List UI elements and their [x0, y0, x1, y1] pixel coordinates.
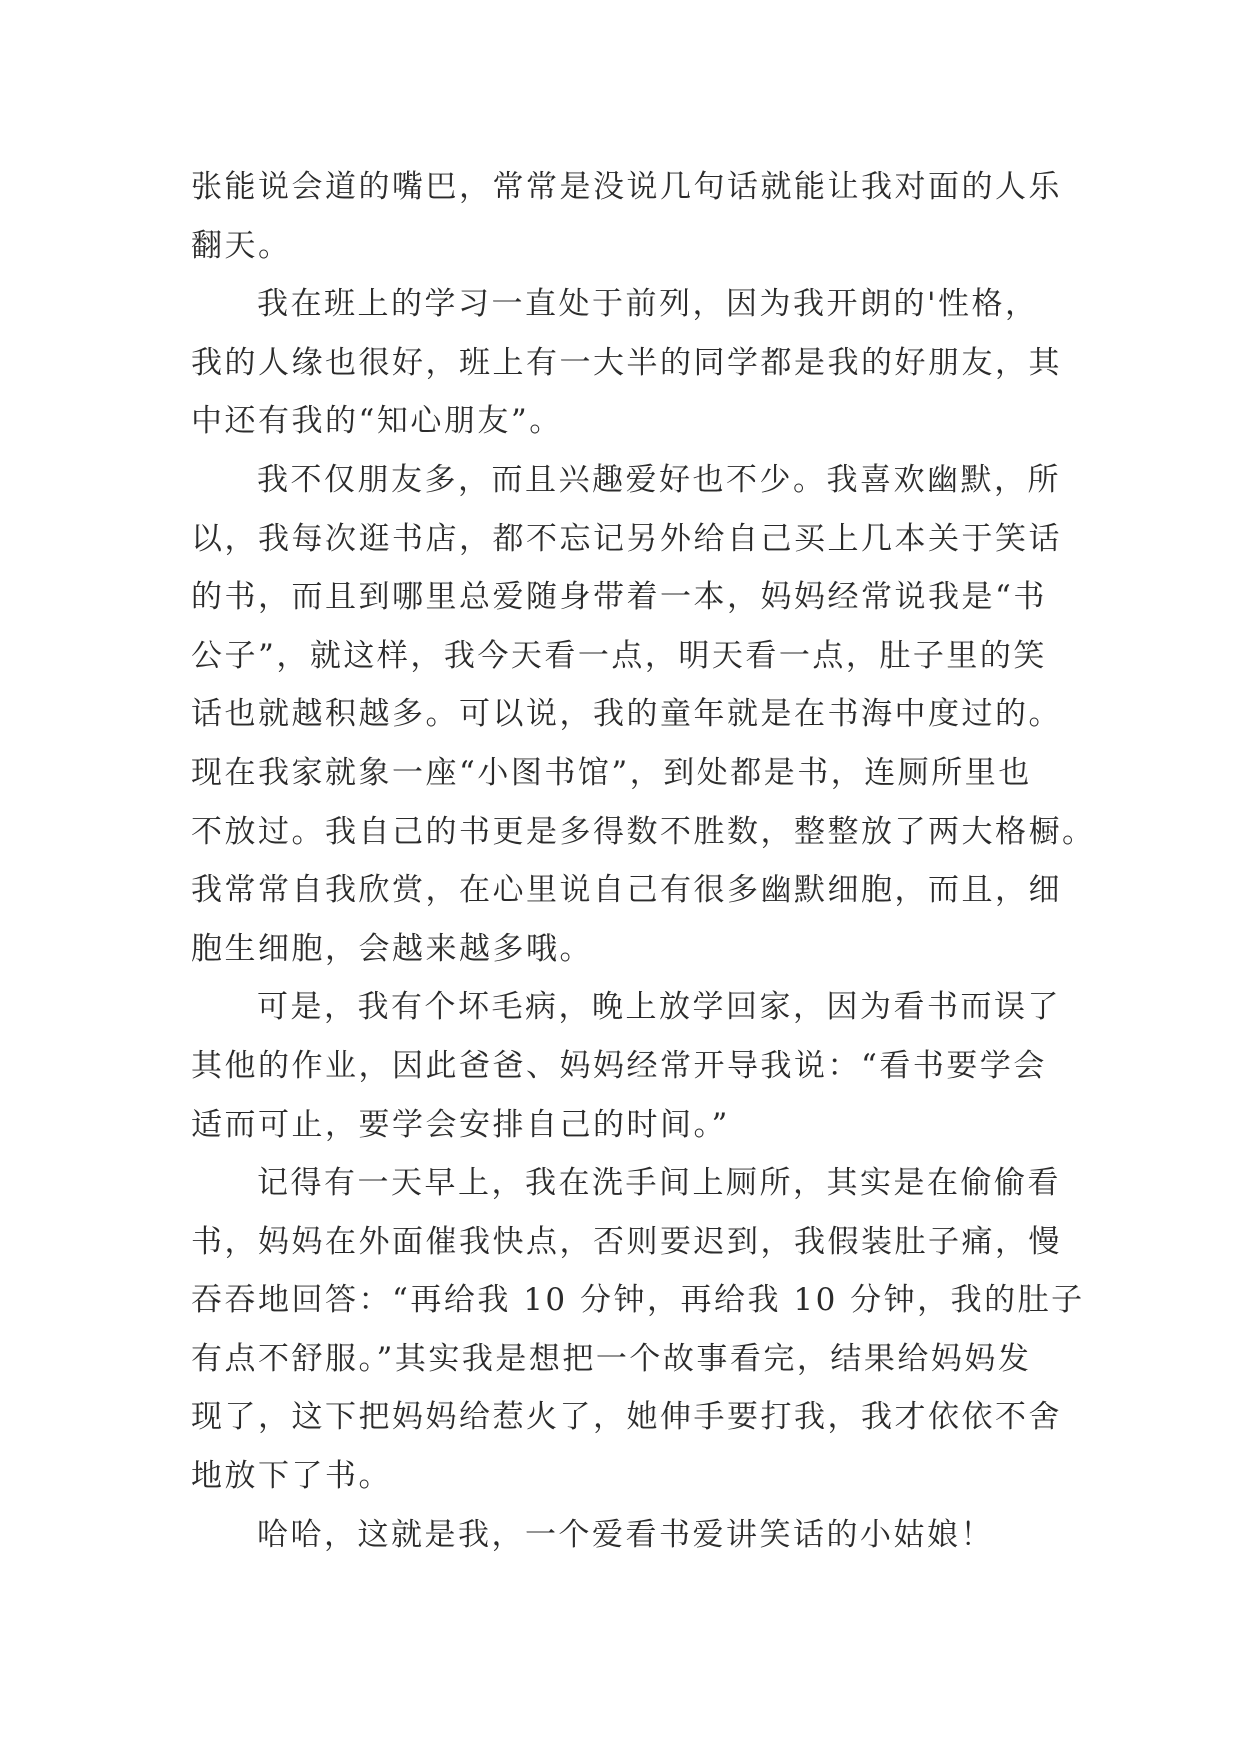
text-line: 地放下了书。 — [191, 1458, 392, 1495]
paragraph-start-line: 哈哈，这就是我，一个爱看书爱讲笑话的小姑娘！ — [257, 1516, 994, 1553]
text-line: 我常常自我欣赏，在心里说自己有很多幽默细胞，而且，细 — [191, 872, 1062, 909]
text-line: 我的人缘也很好，班上有一大半的同学都是我的好朋友，其 — [191, 344, 1062, 381]
paragraph-start-line: 我不仅朋友多，而且兴趣爱好也不少。我喜欢幽默，所 — [257, 461, 1061, 498]
text-line: 胞生细胞，会越来越多哦。 — [191, 930, 593, 967]
text-line: 有点不舒服。”其实我是想把一个故事看完，结果给妈妈发 — [191, 1340, 1032, 1377]
text-line: 话也就越积越多。可以说，我的童年就是在书海中度过的。 — [191, 696, 1062, 733]
text-line: 现了，这下把妈妈给惹火了，她伸手要打我，我才依依不舍 — [191, 1399, 1062, 1436]
text-line: 其他的作业，因此爸爸、妈妈经常开导我说：“看书要学会 — [191, 1047, 1047, 1084]
text-line: 不放过。我自己的书更是多得数不胜数，整整放了两大格橱。 — [191, 813, 1096, 850]
text-line: 适而可止，要学会安排自己的时间。” — [191, 1106, 730, 1143]
paragraph-start-line: 记得有一天早上，我在洗手间上厕所，其实是在偷偷看 — [257, 1165, 1061, 1202]
text-line: 吞吞地回答：“再给我 10 分钟，再给我 10 分钟，我的肚子 — [191, 1282, 1085, 1319]
text-line: 书，妈妈在外面催我快点，否则要迟到，我假装肚子痛，慢 — [191, 1223, 1062, 1260]
text-line: 中还有我的“知心朋友”。 — [191, 403, 563, 440]
text-line: 的书，而且到哪里总爱随身带着一本，妈妈经常说我是“书 — [191, 579, 1047, 616]
text-line: 以，我每次逛书店，都不忘记另外给自己买上几本关于笑话 — [191, 520, 1062, 557]
text-line: 张能说会道的嘴巴，常常是没说几句话就能让我对面的人乐 — [191, 169, 1062, 205]
text-line: 翻天。 — [191, 227, 292, 264]
paragraph-start-line: 可是，我有个坏毛病，晚上放学回家，因为看书而误了 — [257, 989, 1061, 1026]
paragraph-start-line: 我在班上的学习一直处于前列，因为我开朗的'性格， — [257, 286, 1039, 323]
essay-body — [191, 158, 1096, 1564]
text-line: 公子”，就这样，我今天看一点，明天看一点，肚子里的笑 — [191, 637, 1047, 674]
text-line: 现在我家就象一座“小图书馆”，到处都是书，连厕所里也 — [191, 754, 1032, 791]
